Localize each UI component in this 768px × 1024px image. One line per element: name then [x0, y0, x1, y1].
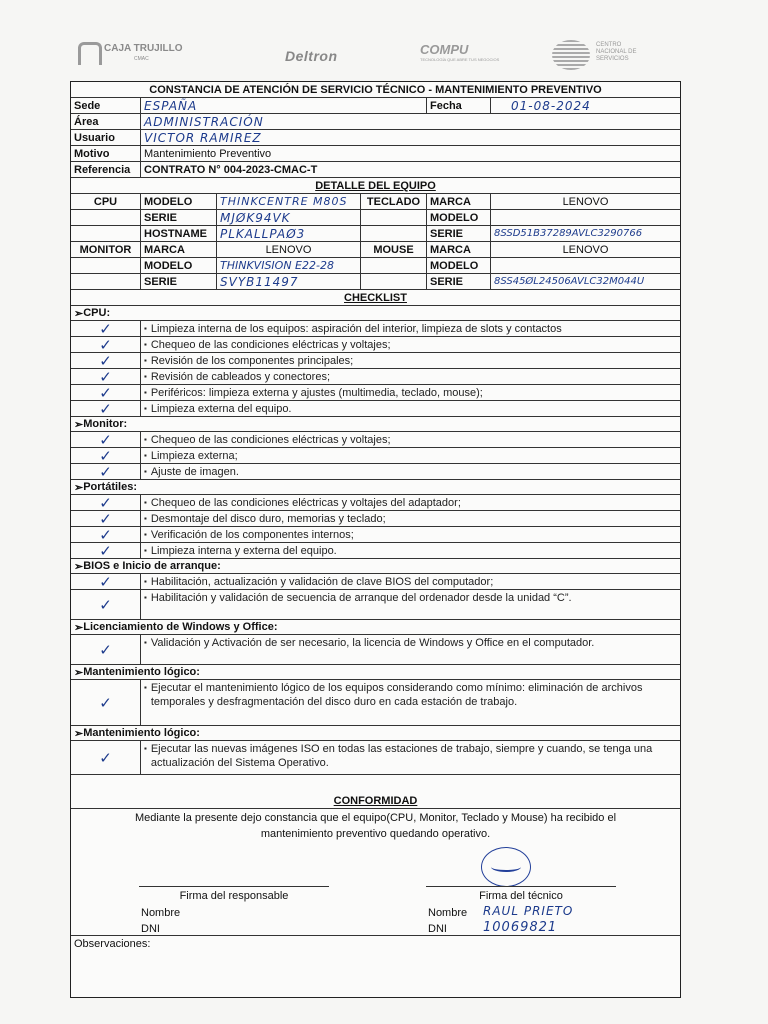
square-bullet-icon: ▪	[144, 593, 147, 602]
square-bullet-icon: ▪	[144, 356, 147, 365]
checklist-item	[141, 321, 680, 336]
teclado-marca-label: MARCA	[427, 194, 491, 209]
check-mark-icon: ✓	[71, 741, 141, 774]
teclado-serie-value: 8SSD51B37289AVLC3290766	[494, 228, 643, 239]
section-title-text: Mantenimiento lógico:	[83, 666, 200, 678]
cpu-label: CPU	[71, 194, 141, 209]
checklist-item-row	[71, 495, 680, 511]
referencia-value: CONTRATO N° 004-2023-CMAC-T	[144, 163, 318, 176]
form-title-row	[71, 82, 680, 98]
checklist-item-text: Limpieza externa;	[150, 450, 238, 462]
compu-logo-text: COMPU	[420, 42, 469, 57]
checklist-item-text: Periféricos: limpieza externa y ajustes (multimedia, teclado, mouse);	[150, 387, 483, 399]
mouse-marca-label: MARCA	[427, 242, 491, 257]
motivo-row	[71, 146, 680, 162]
referencia-row	[71, 162, 680, 178]
checklist-item-row	[71, 543, 680, 559]
monitor-modelo-row	[71, 258, 680, 274]
checklist-title: CHECKLIST	[344, 291, 407, 304]
mouse-serie-value: 8SS45ØL24506AVLC32M044U	[494, 276, 645, 287]
check-mark-icon: ✓	[71, 385, 141, 400]
monitor-modelo-value: THINKVISION E22-28	[217, 258, 361, 273]
checklist-item-text: Revisión de cableados y conectores;	[150, 371, 331, 383]
teclado-label: TECLADO	[361, 194, 427, 209]
checklist-item-text: Revisión de los componentes principales;	[150, 355, 354, 367]
conformidad-text-2: mantenimiento preventivo quedando operativo.	[260, 828, 491, 840]
monitor-modelo-label: MODELO	[141, 258, 217, 273]
globe-icon	[552, 40, 590, 70]
checklist-item-row	[71, 432, 680, 448]
checklist-item-text: Ejecutar las nuevas imágenes ISO en todas las estaciones de trabajo, siempre y cuando, se tenga una actualización del Sistema Operativo.	[150, 743, 653, 769]
checklist-item	[141, 448, 680, 463]
tecnico-nombre-value: RAUL PRIETO	[483, 904, 574, 918]
checklist-item-row	[71, 741, 680, 775]
cpu-hostname-value: PLKALLPAØ3	[217, 226, 361, 241]
section-title-text: Portátiles:	[83, 481, 138, 493]
fecha-label: Fecha	[427, 98, 491, 113]
checklist-item-row	[71, 369, 680, 385]
checklist-item-text: Ajuste de imagen.	[150, 466, 239, 478]
checklist-item	[141, 511, 680, 526]
checklist-item-row	[71, 511, 680, 527]
square-bullet-icon: ▪	[144, 498, 147, 507]
cpu-modelo-value: THINKCENTRE M80S	[217, 194, 361, 209]
checklist-item-row	[71, 574, 680, 590]
responsable-nombre-label: Nombre	[141, 907, 181, 919]
monitor-serie-value: SVYB11497	[217, 274, 361, 289]
checklist-item-row	[71, 321, 680, 337]
cpu-hostname-row	[71, 226, 680, 242]
motivo-label: Motivo	[71, 146, 141, 161]
checklist-item-text: Limpieza interna y externa del equipo.	[150, 545, 337, 557]
arrow-bullet-icon: ➢	[74, 418, 84, 431]
mouse-label: MOUSE	[361, 242, 427, 257]
conformidad-text-1: Mediante la presente dejo constancia que el equipo(CPU, Monitor, Teclado y Mouse) ha recibido el	[134, 812, 617, 824]
checklist-section-row	[71, 559, 680, 574]
square-bullet-icon: ▪	[144, 404, 147, 413]
checklist-title-row	[71, 290, 680, 306]
checklist-section-title	[71, 620, 680, 634]
square-bullet-icon: ▪	[144, 451, 147, 460]
monitor-label: MONITOR	[71, 242, 141, 257]
checklist-item-text: Ejecutar el mantenimiento lógico de los equipos considerando como mínimo: eliminación de archivos temporales y desfragmentación del disco duro en cada estación de trabajo.	[150, 682, 643, 708]
arrow-bullet-icon: ➢	[74, 621, 84, 634]
square-bullet-icon: ▪	[144, 467, 147, 476]
cns-logo-text: CENTRO NACIONAL DE SERVICIOS	[596, 42, 637, 62]
cpu-label-spacer	[71, 210, 141, 225]
checklist-item	[141, 635, 680, 664]
square-bullet-icon: ▪	[144, 683, 147, 692]
check-mark-icon: ✓	[71, 543, 141, 558]
caja-logo-text: CAJA TRUJILLO	[104, 43, 183, 54]
checklist-item	[141, 495, 680, 510]
check-mark-icon: ✓	[71, 680, 141, 725]
checklist-item	[141, 741, 680, 774]
equipo-title: DETALLE DEL EQUIPO	[315, 179, 436, 192]
mouse-spacer-2	[361, 274, 427, 289]
deltron-logo: Deltron	[285, 48, 338, 64]
checklist-section-row	[71, 665, 680, 680]
check-mark-icon: ✓	[71, 432, 141, 447]
checklist-section-title	[71, 559, 680, 573]
check-mark-icon: ✓	[71, 448, 141, 463]
monitor-serie-row	[71, 274, 680, 290]
section-title-text: Mantenimiento lógico:	[83, 727, 200, 739]
mouse-serie-label: SERIE	[427, 274, 491, 289]
sede-row	[71, 98, 680, 114]
checklist-item-row	[71, 527, 680, 543]
checklist-item-row	[71, 464, 680, 480]
checklist-item-text: Limpieza interna de los equipos: aspiración del interior, limpieza de slots y contactos	[150, 323, 562, 335]
checklist-item-row	[71, 448, 680, 464]
square-bullet-icon: ▪	[144, 530, 147, 539]
checklist-item	[141, 432, 680, 447]
checklist-item	[141, 590, 680, 619]
check-mark-icon: ✓	[71, 337, 141, 352]
mouse-modelo-value	[491, 258, 680, 273]
checklist-item-row	[71, 635, 680, 665]
check-mark-icon: ✓	[71, 511, 141, 526]
checklist-item-text: Chequeo de las condiciones eléctricas y voltajes del adaptador;	[150, 497, 461, 509]
checklist-item-text: Chequeo de las condiciones eléctricas y voltajes;	[150, 339, 391, 351]
checklist-item	[141, 337, 680, 352]
section-title-text: Monitor:	[83, 418, 128, 430]
checklist-item-text: Validación y Activación de ser necesario, la licencia de Windows y Office en el computador.	[150, 637, 595, 649]
checklist-section-title	[71, 665, 680, 679]
referencia-label: Referencia	[71, 162, 141, 177]
tecnico-nombre-label: Nombre	[428, 907, 468, 919]
monitor-spacer-2	[71, 274, 141, 289]
square-bullet-icon: ▪	[144, 372, 147, 381]
square-bullet-icon: ▪	[144, 340, 147, 349]
checklist-item-row	[71, 590, 680, 620]
checklist-item-row	[71, 680, 680, 726]
service-form	[70, 81, 681, 998]
arrow-bullet-icon: ➢	[74, 727, 84, 740]
checklist-section-row	[71, 620, 680, 635]
checklist-item	[141, 543, 680, 558]
arrow-bullet-icon: ➢	[74, 307, 84, 320]
caja-logo-sub: CMAC	[134, 56, 149, 62]
checklist-section-row	[71, 726, 680, 741]
firma-tecnico-label: Firma del técnico	[479, 890, 563, 902]
teclado-serie-label: SERIE	[427, 226, 491, 241]
teclado-marca-value: LENOVO	[562, 195, 609, 208]
monitor-marca-label: MARCA	[141, 242, 217, 257]
square-bullet-icon: ▪	[144, 577, 147, 586]
teclado-modelo-value	[491, 210, 680, 225]
check-mark-icon: ✓	[71, 401, 141, 416]
header-logos	[70, 38, 690, 78]
checklist-section-title	[71, 726, 680, 740]
usuario-label: Usuario	[71, 130, 141, 145]
compudiskett-logo	[420, 42, 499, 62]
check-mark-icon: ✓	[71, 635, 141, 664]
arrow-bullet-icon: ➢	[74, 666, 84, 679]
sede-value: ESPAÑA	[141, 98, 427, 113]
teclado-modelo-label: MODELO	[427, 210, 491, 225]
check-mark-icon: ✓	[71, 353, 141, 368]
check-mark-icon: ✓	[71, 574, 141, 589]
check-mark-icon: ✓	[71, 321, 141, 336]
cpu-serie-value: MJØK94VK	[217, 210, 361, 225]
monitor-serie-label: SERIE	[141, 274, 217, 289]
monitor-marca-row	[71, 242, 680, 258]
checklist-item	[141, 385, 680, 400]
observaciones-divider	[71, 935, 680, 936]
checklist-item-row	[71, 385, 680, 401]
caja-logo-icon	[78, 42, 102, 65]
cpu-serie-label: SERIE	[141, 210, 217, 225]
checklist-item-text: Chequeo de las condiciones eléctricas y voltajes;	[150, 434, 391, 446]
teclado-spacer-2	[361, 226, 427, 241]
form-title: CONSTANCIA DE ATENCIÓN DE SERVICIO TÉCNICO - MANTENIMIENTO PREVENTIVO	[149, 83, 602, 96]
area-label: Área	[71, 114, 141, 129]
square-bullet-icon: ▪	[144, 324, 147, 333]
firma-responsable-line	[139, 886, 329, 887]
responsable-dni-label: DNI	[141, 923, 160, 935]
check-mark-icon: ✓	[71, 527, 141, 542]
checklist-item	[141, 680, 680, 725]
mouse-marca-value: LENOVO	[562, 243, 609, 256]
section-title-text: CPU:	[83, 307, 111, 319]
checklist-item	[141, 527, 680, 542]
mouse-spacer	[361, 258, 427, 273]
firma-tecnico-line	[426, 886, 616, 887]
check-mark-icon: ✓	[71, 495, 141, 510]
checklist-section-row	[71, 306, 680, 321]
square-bullet-icon: ▪	[144, 514, 147, 523]
checklist-item-text: Verificación de los componentes internos;	[150, 529, 354, 541]
checklist-item-text: Habilitación, actualización y validación de clave BIOS del computador;	[150, 576, 494, 588]
checklist-item-text: Limpieza externa del equipo.	[150, 403, 292, 415]
checklist-item-row	[71, 353, 680, 369]
tecnico-dni-value: 10069821	[483, 920, 558, 935]
checklist-item-text: Habilitación y validación de secuencia de arranque del ordenador desde la unidad “C”.	[150, 592, 572, 604]
section-title-text: BIOS e Inicio de arranque:	[83, 560, 221, 572]
area-value: ADMINISTRACIÓN	[144, 114, 264, 129]
firma-responsable-label: Firma del responsable	[179, 890, 289, 902]
checklist-section-title	[71, 306, 680, 320]
compu-logo-sub: TECNOLOGÍA QUE ABRE TUS NEGOCIOS	[420, 57, 500, 62]
checklist-item	[141, 464, 680, 479]
cpu-modelo-label: MODELO	[141, 194, 217, 209]
square-bullet-icon: ▪	[144, 435, 147, 444]
arrow-bullet-icon: ➢	[74, 560, 84, 573]
check-mark-icon: ✓	[71, 590, 141, 619]
motivo-value: Mantenimiento Preventivo	[144, 147, 272, 160]
usuario-row	[71, 130, 680, 146]
mouse-modelo-label: MODELO	[427, 258, 491, 273]
checklist-section-title	[71, 480, 680, 494]
checklist-section-row	[71, 417, 680, 432]
cpu-label-spacer-2	[71, 226, 141, 241]
checklist-item-text: Desmontaje del disco duro, memorias y teclado;	[150, 513, 386, 525]
usuario-value: VICTOR RAMIREZ	[144, 130, 262, 145]
monitor-spacer	[71, 258, 141, 273]
monitor-marca-value: LENOVO	[217, 242, 361, 257]
fecha-value: 01-08-2024	[511, 98, 591, 113]
section-title-text: Licenciamiento de Windows y Office:	[83, 621, 278, 633]
checklist-item	[141, 401, 680, 416]
tecnico-dni-label: DNI	[428, 923, 447, 935]
cpu-modelo-row	[71, 194, 680, 210]
checklist-item	[141, 574, 680, 589]
area-row	[71, 114, 680, 130]
checklist-item-row	[71, 337, 680, 353]
checklist-section-title	[71, 417, 680, 431]
cpu-serie-row	[71, 210, 680, 226]
arrow-bullet-icon: ➢	[74, 481, 84, 494]
square-bullet-icon: ▪	[144, 638, 147, 647]
cpu-hostname-label: HOSTNAME	[141, 226, 217, 241]
sede-label: Sede	[71, 98, 141, 113]
check-mark-icon: ✓	[71, 369, 141, 384]
technician-signature-stroke	[491, 862, 521, 872]
conformidad-title-row	[71, 793, 680, 809]
square-bullet-icon: ▪	[144, 744, 147, 753]
check-mark-icon: ✓	[71, 464, 141, 479]
checklist-section-row	[71, 480, 680, 495]
equipo-title-row	[71, 178, 680, 194]
checklist-item	[141, 369, 680, 384]
checklist-item-row	[71, 401, 680, 417]
checklist-item	[141, 353, 680, 368]
square-bullet-icon: ▪	[144, 546, 147, 555]
teclado-spacer	[361, 210, 427, 225]
conformidad-title: CONFORMIDAD	[333, 794, 418, 807]
square-bullet-icon: ▪	[144, 388, 147, 397]
observaciones-label: Observaciones:	[74, 938, 151, 950]
